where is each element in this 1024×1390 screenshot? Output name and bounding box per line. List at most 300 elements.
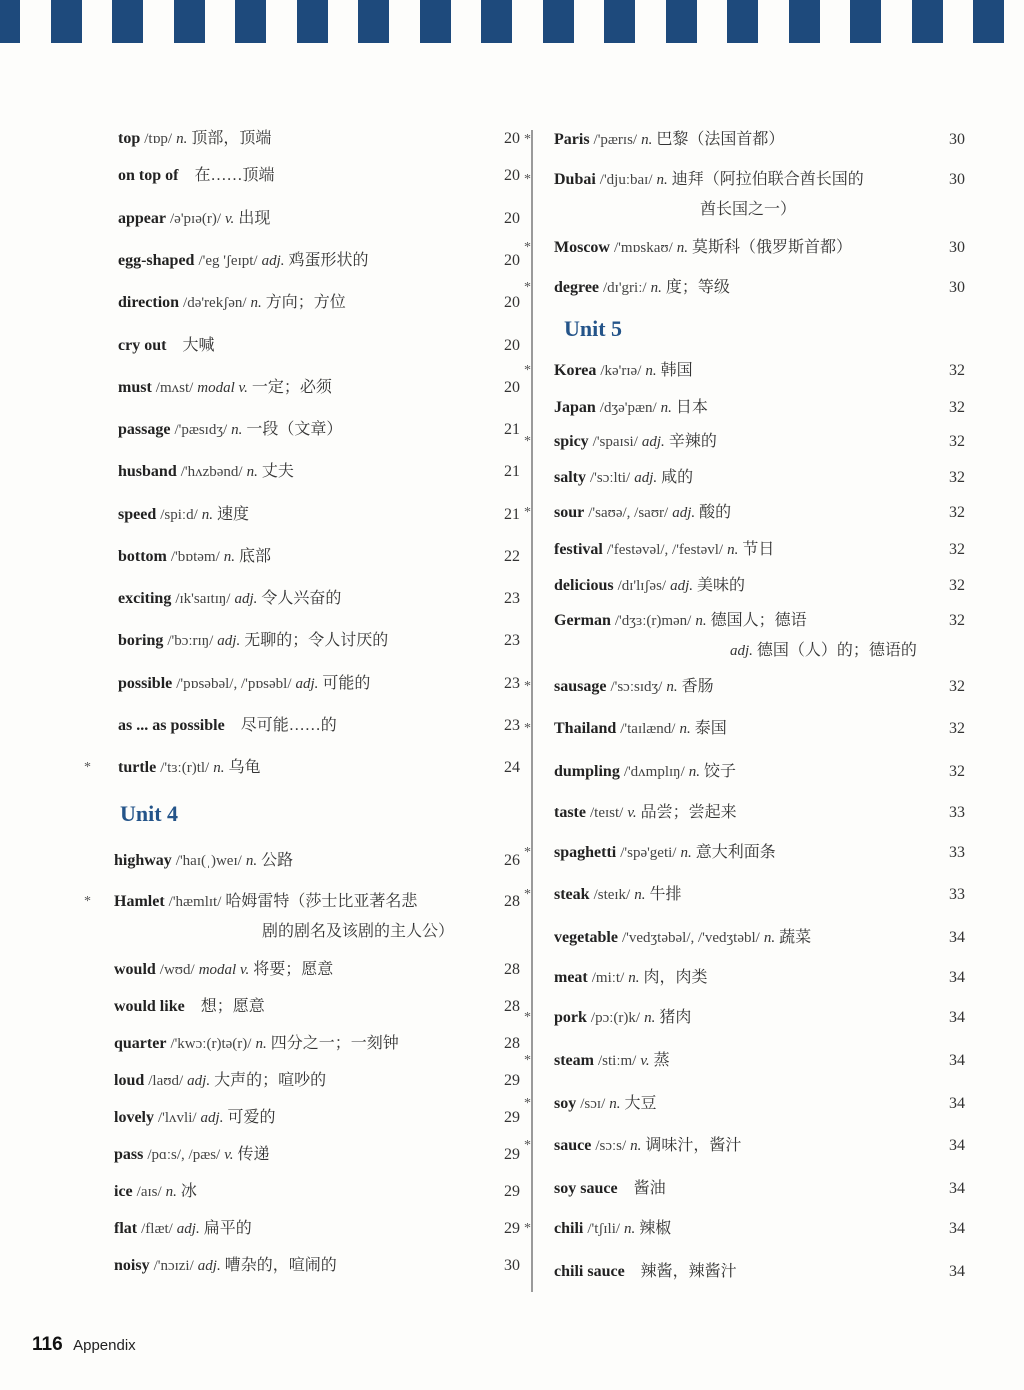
definition: 蒸 (653, 1052, 670, 1069)
phonetic: /'lʌvli/ (158, 1110, 197, 1126)
definition: 品尝；尝起来 (640, 804, 737, 821)
part-of-speech: n. (634, 887, 646, 903)
vocab-word: salty (554, 469, 586, 486)
star-icon: * (524, 434, 531, 449)
definition: 扁平的 (203, 1220, 252, 1237)
page-ref: 34 (949, 1180, 965, 1197)
phonetic: /'pɒsəbəl/, /'pɒsəbl/ (176, 676, 292, 692)
header-stripe (0, 0, 20, 43)
vocab-entry (100, 1071, 520, 1091)
definition: 无聊的；令人讨厌的 (244, 632, 389, 649)
page-ref: 20 (504, 337, 520, 354)
page-ref: 21 (504, 506, 520, 523)
vocab-entry (84, 892, 520, 940)
star-icon: * (84, 894, 91, 909)
part-of-speech: n. (223, 549, 236, 565)
vocab-entry (100, 293, 520, 313)
vocab-entry (524, 885, 965, 905)
vocab-word: boring (118, 632, 164, 649)
definition: 尽可能……的 (240, 717, 337, 734)
phonetic: /'kwɔː(r)tə(r)/ (170, 1036, 252, 1052)
definition: 饺子 (704, 763, 737, 780)
vocab-entry (524, 1094, 965, 1114)
phonetic: /dɪ'lɪʃəs/ (617, 578, 667, 594)
part-of-speech: n. (679, 721, 691, 737)
part-of-speech: n. (201, 507, 213, 523)
vocab-entry (524, 361, 965, 381)
star-icon: * (524, 1010, 531, 1025)
definition-text: 德国（人）的；德语的 (756, 642, 917, 659)
definition: 莫斯科（俄罗斯首都） (692, 239, 853, 256)
part-of-speech: n. (641, 132, 653, 148)
header-stripe (112, 0, 143, 43)
vocab-entry (524, 238, 965, 258)
definition: 丈夫 (261, 463, 294, 480)
star-icon: * (524, 679, 531, 694)
definition: 节日 (742, 541, 775, 558)
phonetic: /'bɔːrɪŋ/ (167, 633, 214, 649)
vocab-entry (100, 547, 520, 567)
definition: 传递 (237, 1146, 270, 1163)
vocab-word: steam (554, 1052, 594, 1069)
vocab-word: as ... as possible (118, 717, 225, 734)
definition: 令人兴奋的 (261, 590, 342, 607)
header-stripe (543, 0, 574, 43)
header-stripe (850, 0, 881, 43)
vocab-word: Thailand (554, 720, 617, 737)
part-of-speech: n. (176, 131, 188, 147)
vocab-entry (100, 1034, 520, 1054)
phonetic: /'hæmlɪt/ (168, 894, 222, 910)
page-ref: 20 (504, 379, 520, 396)
vocab-word: would (114, 961, 156, 978)
part-of-speech: adj. (672, 505, 696, 521)
vocab-word: Japan (554, 399, 596, 416)
phonetic: /wʊd/ (159, 962, 195, 978)
definition: 辛辣的 (668, 433, 717, 450)
vocab-word: flat (114, 1220, 138, 1237)
page-ref: 20 (504, 252, 520, 269)
phonetic: /'dʌmplɪŋ/ (623, 764, 685, 780)
definition: 辣酱，辣酱汁 (640, 1263, 737, 1280)
phonetic: /dʒə'pæn/ (599, 400, 657, 416)
page-ref: 21 (504, 421, 520, 438)
header-stripe (481, 0, 512, 43)
vocab-word: spicy (554, 433, 589, 450)
vocab-word: Hamlet (114, 893, 165, 910)
part-of-speech: modal v. (197, 380, 248, 396)
phonetic: /steɪk/ (593, 887, 631, 903)
page-ref: 29 (504, 1109, 520, 1126)
part-of-speech: n. (245, 853, 258, 869)
phonetic: /kə'rɪə/ (600, 363, 642, 379)
part-of-speech: n. (660, 400, 672, 416)
phonetic: /dɪ'griː/ (603, 280, 647, 296)
phonetic: /mʌst/ (155, 380, 194, 396)
vocab-word: steak (554, 886, 590, 903)
phonetic: /miːt/ (591, 970, 625, 986)
page-ref: 24 (504, 759, 520, 776)
page-ref: 28 (504, 998, 520, 1015)
part-of-speech: n. (695, 613, 707, 629)
page-ref: 32 (949, 720, 965, 737)
phonetic: /'sɔːsɪdʒ/ (610, 679, 663, 695)
phonetic: /sɔɪ/ (580, 1096, 606, 1112)
definition: 大喊 (182, 337, 215, 354)
part-of-speech: n. (763, 930, 776, 946)
vocab-entry (524, 1219, 965, 1239)
page-ref: 20 (504, 210, 520, 227)
part-of-speech: n. (650, 280, 662, 296)
vocab-entry (540, 611, 965, 659)
vocab-word: sausage (554, 678, 607, 695)
vocab-word: possible (118, 675, 173, 692)
part-of-speech: adj. (634, 470, 658, 486)
vocab-entry (100, 462, 520, 482)
page-ref: 23 (504, 675, 520, 692)
phonetic: /pɔː(r)k/ (590, 1010, 641, 1026)
part-of-speech: adj. (234, 591, 258, 607)
vocab-word: exciting (118, 590, 172, 607)
star-icon: * (524, 1138, 531, 1153)
vocab-word: would like (114, 998, 185, 1015)
star-icon: * (524, 280, 531, 295)
definition: 速度 (217, 506, 250, 523)
vocab-entry (100, 209, 520, 229)
vocab-entry (524, 719, 965, 739)
page-ref: 28 (504, 961, 520, 978)
vocab-entry (100, 716, 520, 736)
page-ref: 21 (504, 463, 520, 480)
vocab-word: passage (118, 421, 171, 438)
definition: 日本 (675, 399, 708, 416)
page-ref: 32 (949, 504, 965, 521)
page-number: 116 (32, 1334, 63, 1355)
header-stripe (912, 0, 943, 43)
page-ref: 32 (949, 469, 965, 486)
page-ref: 23 (504, 632, 520, 649)
vocab-entry (540, 1262, 965, 1282)
page-ref: 32 (949, 763, 965, 780)
vocab-entry (100, 378, 520, 398)
part-of-speech: n. (645, 363, 657, 379)
page-ref: 34 (949, 1220, 965, 1237)
vocab-entry (540, 540, 965, 560)
definition: 大声的；喧吵的 (214, 1072, 327, 1089)
part-of-speech: n. (676, 240, 689, 256)
vocab-word: taste (554, 804, 586, 821)
phonetic: /pɑːs/, /pæs/ (147, 1147, 221, 1163)
definition: 肉，肉类 (643, 969, 708, 986)
vocab-word: dumpling (554, 763, 620, 780)
phonetic: /'pærɪs/ (593, 132, 638, 148)
header-stripe (973, 0, 1004, 43)
vocab-word: quarter (114, 1035, 167, 1052)
phonetic: /spiːd/ (160, 507, 198, 523)
vocab-entry (100, 1108, 520, 1128)
page-ref: 32 (949, 399, 965, 416)
vocab-word: soy (554, 1095, 577, 1112)
part-of-speech: adj. (670, 578, 694, 594)
section-title: Appendix (73, 1337, 136, 1354)
vocab-entry (540, 468, 965, 488)
vocab-entry (100, 589, 520, 609)
definition: 冰 (180, 1183, 197, 1200)
definition-continued (262, 922, 454, 942)
star-icon: * (524, 845, 531, 860)
vocab-word: meat (554, 969, 588, 986)
part-of-speech: adj. (641, 434, 665, 450)
phonetic: /'saʊə/, /saʊr/ (588, 505, 669, 521)
part-of-speech: n. (213, 760, 225, 776)
header-stripe (666, 0, 697, 43)
definition-text: 酋长国之一） (700, 201, 797, 218)
vocab-word: on top of (118, 167, 179, 184)
page-ref: 29 (504, 1183, 520, 1200)
vocab-entry (540, 398, 965, 418)
vocab-word: soy sauce (554, 1180, 618, 1197)
page-ref: 30 (949, 171, 965, 188)
vocab-word: Paris (554, 131, 590, 148)
header-stripe (51, 0, 82, 43)
definition: 可能的 (322, 675, 371, 692)
vocab-entry (540, 762, 965, 782)
definition: 调味汁，酱汁 (645, 1137, 742, 1154)
vocab-entry (100, 1219, 520, 1239)
star-icon: * (524, 1053, 531, 1068)
vocab-entry (524, 432, 965, 452)
page-ref: 20 (504, 294, 520, 311)
part-of-speech: n. (250, 295, 262, 311)
definition: 美味的 (697, 577, 746, 594)
vocab-word: German (554, 612, 611, 629)
vocab-entry (100, 129, 520, 149)
vocab-word: pass (114, 1146, 144, 1163)
definition: 迪拜（阿拉伯联合酋长国的 (671, 171, 864, 188)
definition: 方向；方位 (265, 294, 346, 311)
page-ref: 23 (504, 590, 520, 607)
page-ref: 28 (504, 1035, 520, 1052)
vocab-word: Moscow (554, 239, 610, 256)
part-of-speech: adj. (176, 1221, 200, 1237)
page-ref: 34 (949, 1009, 965, 1026)
phonetic: /'tʃɪli/ (587, 1221, 621, 1237)
part-of-speech: v. (640, 1053, 650, 1069)
part-of-speech: n. (644, 1010, 656, 1026)
vocab-entry (100, 166, 520, 186)
page-ref: 33 (949, 886, 965, 903)
definition: 牛排 (649, 886, 682, 903)
vocab-entry (524, 170, 965, 218)
header-stripe (174, 0, 205, 43)
star-icon: * (524, 1221, 531, 1236)
phonetic: /'hʌzbənd/ (180, 464, 243, 480)
phonetic: /'eg 'ʃeɪpt/ (198, 253, 258, 269)
vocab-word: highway (114, 852, 172, 869)
part-of-speech: n. (609, 1096, 621, 1112)
header-stripe (235, 0, 266, 43)
phonetic: /'taɪlænd/ (620, 721, 676, 737)
part-of-speech: n. (680, 845, 692, 861)
part-of-speech: adj. (730, 643, 753, 659)
definition: 一定；必须 (251, 379, 332, 396)
definition: 底部 (239, 548, 272, 565)
page-ref: 33 (949, 844, 965, 861)
vocab-entry (524, 278, 965, 298)
page-ref: 26 (504, 852, 520, 869)
vocab-entry (524, 677, 965, 697)
part-of-speech: n. (246, 464, 258, 480)
definition-text: 剧的剧名及该剧的主人公） (262, 923, 455, 940)
definition: 顶部，顶端 (191, 130, 272, 147)
phonetic: /ɪk'saɪtɪŋ/ (175, 591, 231, 607)
page-ref: 32 (949, 433, 965, 450)
star-icon: * (524, 887, 531, 902)
part-of-speech: v. (627, 805, 637, 821)
part-of-speech: n. (165, 1184, 177, 1200)
header-stripe (789, 0, 820, 43)
definition: 蔬菜 (779, 929, 812, 946)
definition: 德国人；德语 (710, 612, 807, 629)
page-ref: 30 (504, 1257, 520, 1274)
definition: 酱油 (633, 1180, 666, 1197)
definition: 将要；愿意 (253, 961, 334, 978)
star-icon: * (524, 132, 531, 147)
page-ref: 32 (949, 541, 965, 558)
page-ref: 34 (949, 1137, 965, 1154)
page-ref: 34 (949, 1052, 965, 1069)
vocab-word: spaghetti (554, 844, 617, 861)
vocab-entry (100, 336, 520, 356)
vocab-word: Dubai (554, 171, 596, 188)
header-stripe (297, 0, 328, 43)
star-icon: * (524, 721, 531, 736)
definition: 一段（文章） (246, 421, 343, 438)
vocab-entry (524, 503, 965, 523)
vocab-word: chili (554, 1220, 584, 1237)
definition: 四分之一；一刻钟 (270, 1035, 399, 1052)
page-footer (32, 1334, 136, 1356)
phonetic: /'festəvəl/, /'festəvl/ (606, 542, 724, 558)
vocab-word: festival (554, 541, 603, 558)
vocab-word: delicious (554, 577, 614, 594)
vocab-word: turtle (118, 759, 157, 776)
part-of-speech: adj. (295, 676, 319, 692)
star-icon: * (524, 505, 531, 520)
part-of-speech: n. (688, 764, 701, 780)
phonetic: /sɔːs/ (595, 1138, 627, 1154)
vocab-entry (100, 851, 520, 871)
phonetic: /'bɒtəm/ (170, 549, 220, 565)
page-ref: 23 (504, 717, 520, 734)
vocab-word: must (118, 379, 152, 396)
part-of-speech: modal v. (198, 962, 250, 978)
part-of-speech: n. (231, 422, 243, 438)
page-ref: 20 (504, 167, 520, 184)
vocab-word: cry out (118, 337, 167, 354)
vocab-entry (100, 960, 520, 980)
definition: 乌龟 (228, 759, 261, 776)
part-of-speech: n. (624, 1221, 636, 1237)
star-icon: * (524, 1096, 531, 1111)
definition: 巴黎（法国首都） (656, 131, 785, 148)
vocab-entry (100, 1256, 520, 1276)
vocab-entry (100, 997, 520, 1017)
page-ref: 32 (949, 577, 965, 594)
header-stripes (0, 0, 1024, 43)
page-ref: 34 (949, 929, 965, 946)
page-ref: 32 (949, 678, 965, 695)
vocab-entry (540, 928, 965, 948)
unit-heading: Unit 4 (120, 801, 179, 826)
phonetic: /'mɒskaʊ/ (613, 240, 673, 256)
star-icon: * (524, 240, 531, 255)
vocab-entry (524, 1008, 965, 1028)
vocab-word: loud (114, 1072, 145, 1089)
vocab-entry (524, 843, 965, 863)
definition: 咸的 (661, 469, 694, 486)
part-of-speech: adj. (217, 633, 241, 649)
page-ref: 34 (949, 1095, 965, 1112)
vocab-word: lovely (114, 1109, 154, 1126)
phonetic: /'djuːbaɪ/ (599, 172, 653, 188)
vocab-word: egg-shaped (118, 252, 195, 269)
unit-heading: Unit 5 (564, 316, 623, 341)
phonetic: /'dʒɜː(r)mən/ (614, 613, 692, 629)
vocab-word: ice (114, 1183, 133, 1200)
vocab-word: degree (554, 279, 600, 296)
part-of-speech: v. (224, 1147, 234, 1163)
page-ref: 29 (504, 1072, 520, 1089)
definition: 公路 (261, 852, 294, 869)
vocab-word: sauce (554, 1137, 592, 1154)
vocab-word: chili sauce (554, 1263, 625, 1280)
phonetic: /aɪs/ (136, 1184, 162, 1200)
vocab-entry (540, 803, 965, 823)
part-of-speech: n. (656, 172, 668, 188)
vocab-word: top (118, 130, 141, 147)
star-icon: * (84, 760, 91, 775)
definition: 度；等级 (665, 279, 730, 296)
page-ref: 20 (504, 130, 520, 147)
definition: 可爱的 (227, 1109, 276, 1126)
vocab-entry (100, 1145, 520, 1165)
part-of-speech: v. (225, 211, 235, 227)
phonetic: /flæt/ (141, 1221, 173, 1237)
definition: 哈姆雷特（莎士比亚著名悲 (225, 893, 418, 910)
phonetic: /stiːm/ (597, 1053, 637, 1069)
phonetic: /'sɔːlti/ (590, 470, 631, 486)
page-ref: 34 (949, 1263, 965, 1280)
page-ref: 22 (504, 548, 520, 565)
definition: 大豆 (624, 1095, 657, 1112)
phonetic: /laʊd/ (148, 1073, 184, 1089)
vocab-entry (540, 1179, 965, 1199)
page-ref: 32 (949, 362, 965, 379)
page-ref: 30 (949, 131, 965, 148)
vocab-word: noisy (114, 1257, 150, 1274)
definition: 辣椒 (639, 1220, 672, 1237)
header-stripe (358, 0, 389, 43)
phonetic: /teɪst/ (589, 805, 624, 821)
page-ref: 28 (504, 893, 520, 910)
vocab-word: bottom (118, 548, 167, 565)
phonetic: /'spaɪsi/ (592, 434, 638, 450)
phonetic: /'haɪ(ˌ)weɪ/ (175, 853, 242, 869)
vocab-entry (100, 420, 520, 440)
vocab-entry (524, 1051, 965, 1071)
vocab-entry (540, 576, 965, 596)
